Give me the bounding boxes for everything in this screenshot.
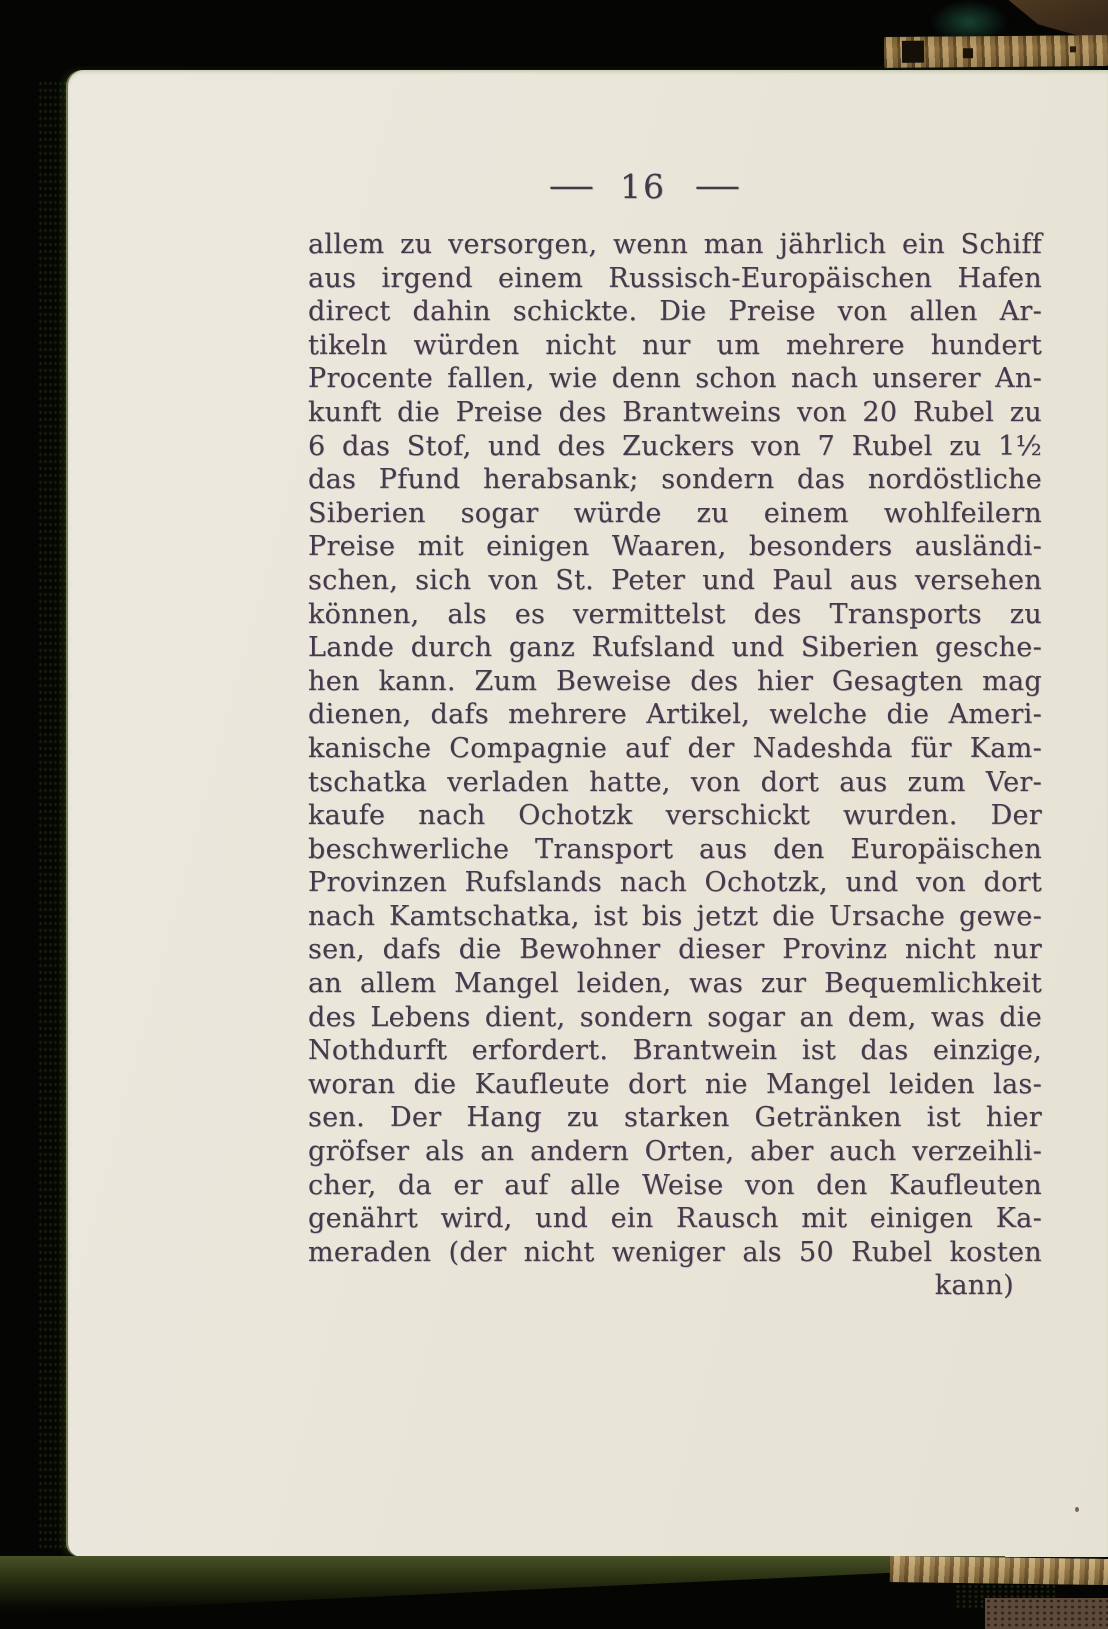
text-line: Siberien sogar würde zu einem wohlfeilern bbox=[308, 497, 1042, 529]
text-line: woran die Kaufleute dort nie Mangel leiden las- bbox=[308, 1068, 1042, 1100]
page-header bbox=[276, 162, 1010, 210]
text-line: 6 das Stof, und des Zuckers von 7 Rubel zu 1½ bbox=[308, 430, 1042, 462]
text-line: kanische Compagnie auf der Nadeshda für Kam- bbox=[308, 732, 1042, 764]
text-line: direct dahin schickte. Die Preise von allen Ar- bbox=[308, 296, 1042, 328]
text-line: Provinzen Rufslands nach Ochotzk, und von dort bbox=[308, 867, 1042, 899]
text-line: allem zu versorgen, wenn man jährlich ein Schiff bbox=[308, 229, 1042, 260]
text-line: Preise mit einigen Waaren, besonders ausländi- bbox=[308, 531, 1042, 563]
text-line: des Lebens dient, sondern sogar an dem, was die bbox=[308, 1001, 1042, 1033]
ink-speck bbox=[1075, 1507, 1079, 1512]
page-bottom-shadow bbox=[0, 1556, 1005, 1614]
text-line: hen kann. Zum Beweise des hier Gesagten mag bbox=[308, 665, 1042, 697]
text-line: tikeln würden nicht nur um mehrere hundert bbox=[308, 329, 1042, 361]
text-line: beschwerliche Transport aus den Europäischen bbox=[308, 833, 1042, 865]
text-line: können, als es vermittelst des Transports zu bbox=[308, 598, 1042, 630]
text-line: genährt wird, und ein Rausch mit einigen Ka- bbox=[308, 1203, 1042, 1235]
header-dash-left: — bbox=[548, 166, 592, 206]
text-line: aus irgend einem Russisch-Europäischen Hafen bbox=[308, 262, 1042, 294]
text-line: cher, da er auf alle Weise von den Kaufleuten bbox=[308, 1169, 1042, 1201]
text-line: Nothdurft erfordert. Brantwein ist das einzige, bbox=[308, 1035, 1042, 1067]
body-text-block bbox=[308, 228, 1042, 1303]
page-number: 16 bbox=[620, 166, 666, 206]
text-line: kaufe nach Ochotzk verschickt wurden. Der bbox=[308, 800, 1042, 832]
text-line: sen, dafs die Bewohner dieser Provinz nicht nur bbox=[308, 934, 1042, 966]
text-line: meraden (der nicht weniger als 50 Rubel kosten bbox=[308, 1236, 1042, 1268]
text-line: nach Kamtschatka, ist bis jetzt die Ursache gewe- bbox=[308, 900, 1042, 932]
text-line: tschatka verladen hatte, von dort aus zum Ver- bbox=[308, 766, 1042, 798]
text-line: kunft die Preise des Brantweins von 20 Rubel zu bbox=[308, 396, 1042, 428]
text-line: gröfser als an andern Orten, aber auch verzeihli- bbox=[308, 1136, 1042, 1168]
book-page-edges-top bbox=[884, 35, 1108, 68]
scanner-edge-speckle bbox=[38, 80, 72, 1550]
book-edge-bottom-corner bbox=[985, 1598, 1108, 1629]
text-line: das Pfund herabsank; sondern das nordöstliche bbox=[308, 464, 1042, 496]
header-dash-right: — bbox=[694, 166, 738, 206]
book-page bbox=[68, 70, 1108, 1557]
text-line: an allem Mangel leiden, was zur Bequemlichkeit bbox=[308, 968, 1042, 1000]
text-line: Lande durch ganz Rufsland und Siberien gesche- bbox=[308, 632, 1042, 664]
book-page-edges-bottom bbox=[890, 1556, 1108, 1585]
text-line: sen. Der Hang zu starken Getränken ist hier bbox=[308, 1102, 1042, 1134]
text-line: schen, sich von St. Peter und Paul aus versehen bbox=[308, 564, 1042, 596]
text-line: Procente fallen, wie denn schon nach unserer An- bbox=[308, 363, 1042, 395]
text-line: dienen, dafs mehrere Artikel, welche die Ameri- bbox=[308, 699, 1042, 731]
text-line: kann) bbox=[934, 1270, 1014, 1302]
